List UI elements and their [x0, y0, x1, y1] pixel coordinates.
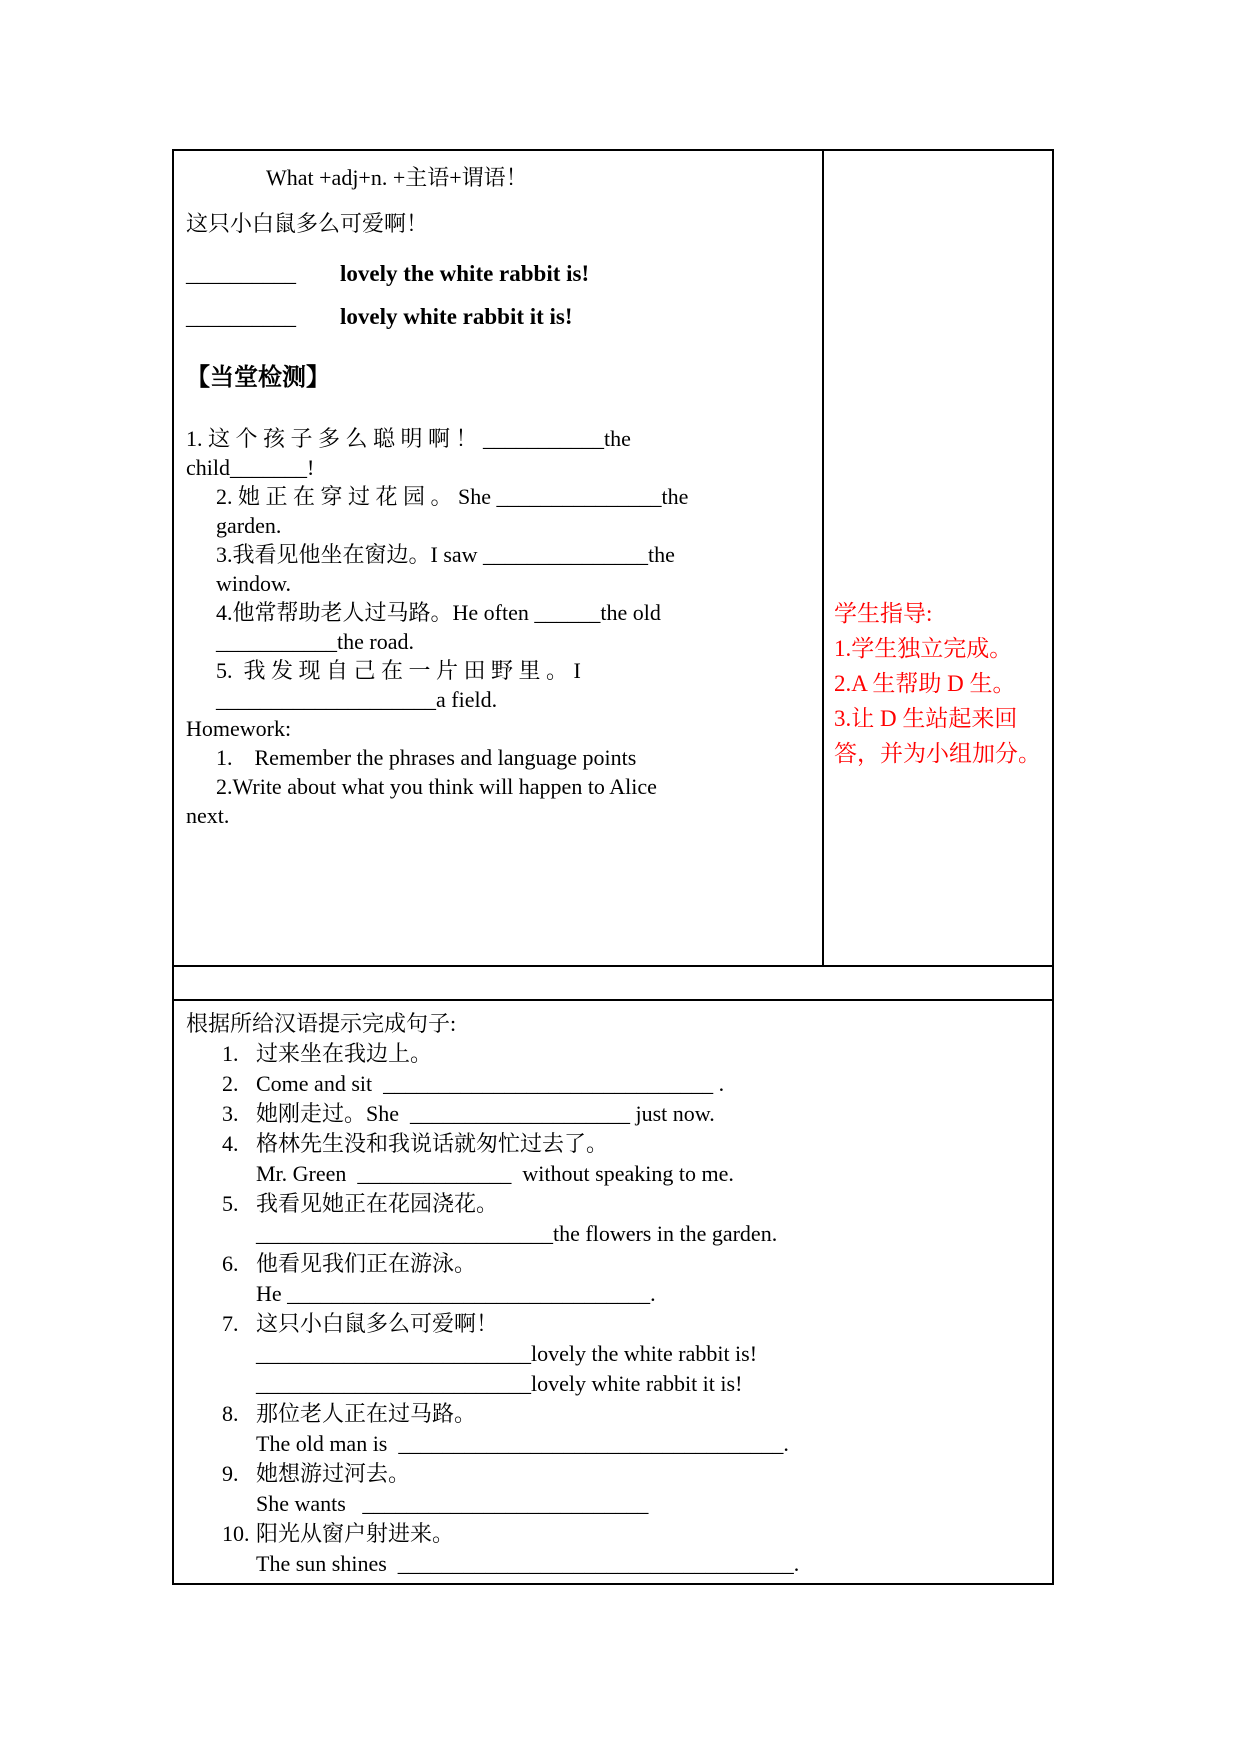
guidance-line: 1.学生独立完成。 [834, 636, 1013, 661]
item-text: The old man is ___________________________________. [256, 1431, 789, 1456]
bold-answer-text: lovely white rabbit it is! [340, 304, 573, 329]
item-text: 那位老人正在过马路。 [256, 1401, 477, 1426]
exercise-line: 5. 我 发 现 自 己 在 一 片 田 野 里 。 I [216, 658, 581, 683]
sentence-item-line [186, 1249, 1042, 1279]
item-text: 过来坐在我边上。 [256, 1041, 433, 1066]
item-text: ___________________________the flowers in the garden. [256, 1221, 778, 1246]
sentence-item-line [186, 1339, 1042, 1369]
item-number: 9. [222, 1461, 239, 1486]
exercise-line: garden. [216, 513, 282, 538]
sentence-item-line [186, 1399, 1042, 1429]
sentence-item-line [186, 1429, 1042, 1459]
sentence-item-line [186, 1519, 1042, 1549]
item-number: 5. [222, 1191, 239, 1216]
sentence-item-line [186, 1459, 1042, 1489]
sentence-item-line [186, 1549, 1042, 1579]
sentence-item-line [186, 1219, 1042, 1249]
exercise-line: child_______! [186, 455, 315, 480]
exercise-line: 2. 她 正 在 穿 过 花 园 。 She _______________the [216, 484, 689, 509]
student-guidance-cell [824, 151, 1052, 965]
blank-answer-line [186, 259, 812, 289]
fill-in-blank-underline: __________ [186, 261, 296, 286]
lesson-content-cell [174, 151, 824, 965]
bottom-section-header: 根据所给汉语提示完成句子: [186, 1011, 457, 1036]
guidance-line: 2.A 生帮助 D 生。 [834, 671, 1016, 696]
item-text: Come and sit ______________________________ . [256, 1071, 725, 1096]
sentence-item-line [186, 1129, 1042, 1159]
grammar-formula-line: What +adj+n. +主语+谓语！ [266, 165, 528, 190]
item-number: 3. [222, 1101, 239, 1126]
item-text: 我看见她正在花园浇花。 [256, 1191, 499, 1216]
item-text: _________________________lovely white rabbit it is! [256, 1371, 743, 1396]
empty-spacer-row [174, 965, 1052, 1001]
chinese-prompt-line: 这只小白鼠多么可爱啊！ [186, 211, 429, 236]
item-text: 格林先生没和我说话就匆忙过去了。 [256, 1131, 609, 1156]
item-text: _________________________lovely the white rabbit is! [256, 1341, 758, 1366]
exercise-line: 1. Remember the phrases and language points [216, 745, 637, 770]
sentence-completion-cell [174, 1001, 1052, 1583]
sentence-completion-list [186, 1039, 1042, 1579]
sentence-item-line [186, 1489, 1042, 1519]
item-number: 4. [222, 1131, 239, 1156]
sentence-item-line [186, 1369, 1042, 1399]
item-text: 他看见我们正在游泳。 [256, 1251, 477, 1276]
lesson-plan-table [172, 149, 1054, 1585]
top-row [174, 151, 1052, 965]
item-text: Mr. Green ______________ without speaking to me. [256, 1161, 734, 1186]
exercise-line: 2.Write about what you think will happen to Alice [216, 774, 657, 799]
exercise-line: 3.我看见他坐在窗边。I saw _______________the [216, 542, 675, 567]
sentence-item-line [186, 1309, 1042, 1339]
guidance-line: 答，并为小组加分。 [834, 741, 1041, 766]
guidance-line: 学生指导: [834, 601, 933, 626]
item-text: 她刚走过。She ____________________ just now. [256, 1101, 715, 1126]
exercise-line: 1. 这 个 孩 子 多 么 聪 明 啊 ！ ___________the [186, 426, 631, 451]
item-text: 这只小白鼠多么可爱啊！ [256, 1311, 499, 1336]
guidance-line: 3.让 D 生站起来回 [834, 706, 1018, 731]
bold-answer-text: lovely the white rabbit is! [340, 261, 590, 286]
sentence-item-line [186, 1039, 1042, 1069]
exercise-block [186, 424, 812, 830]
item-number: 1. [222, 1041, 239, 1066]
sentence-item-line [186, 1069, 1042, 1099]
exercise-line: ____________________a field. [216, 687, 498, 712]
item-text: She wants __________________________ [256, 1491, 649, 1516]
sentence-item-line [186, 1159, 1042, 1189]
exercise-line: ___________the road. [216, 629, 414, 654]
exercise-line: 4.他常帮助老人过马路。He often ______the old [216, 600, 661, 625]
exercise-line: window. [216, 571, 291, 596]
item-number: 10. [222, 1521, 250, 1546]
item-number: 7. [222, 1311, 239, 1336]
exercise-line: next. [186, 803, 230, 828]
exercise-line: Homework: [186, 716, 292, 741]
sentence-item-line [186, 1279, 1042, 1309]
fill-in-blank-underline: __________ [186, 304, 296, 329]
blank-answer-lines [186, 259, 812, 332]
item-number: 6. [222, 1251, 239, 1276]
item-number: 2. [222, 1071, 239, 1096]
sentence-item-line [186, 1099, 1042, 1129]
item-text: 阳光从窗户射进来。 [256, 1521, 455, 1546]
section-title: 【当堂检测】 [186, 365, 330, 391]
item-text: 她想游过河去。 [256, 1461, 411, 1486]
item-number: 8. [222, 1401, 239, 1426]
sentence-item-line [186, 1189, 1042, 1219]
blank-answer-line [186, 302, 812, 332]
item-text: The sun shines ____________________________________. [256, 1551, 800, 1576]
item-text: He _________________________________. [256, 1281, 656, 1306]
